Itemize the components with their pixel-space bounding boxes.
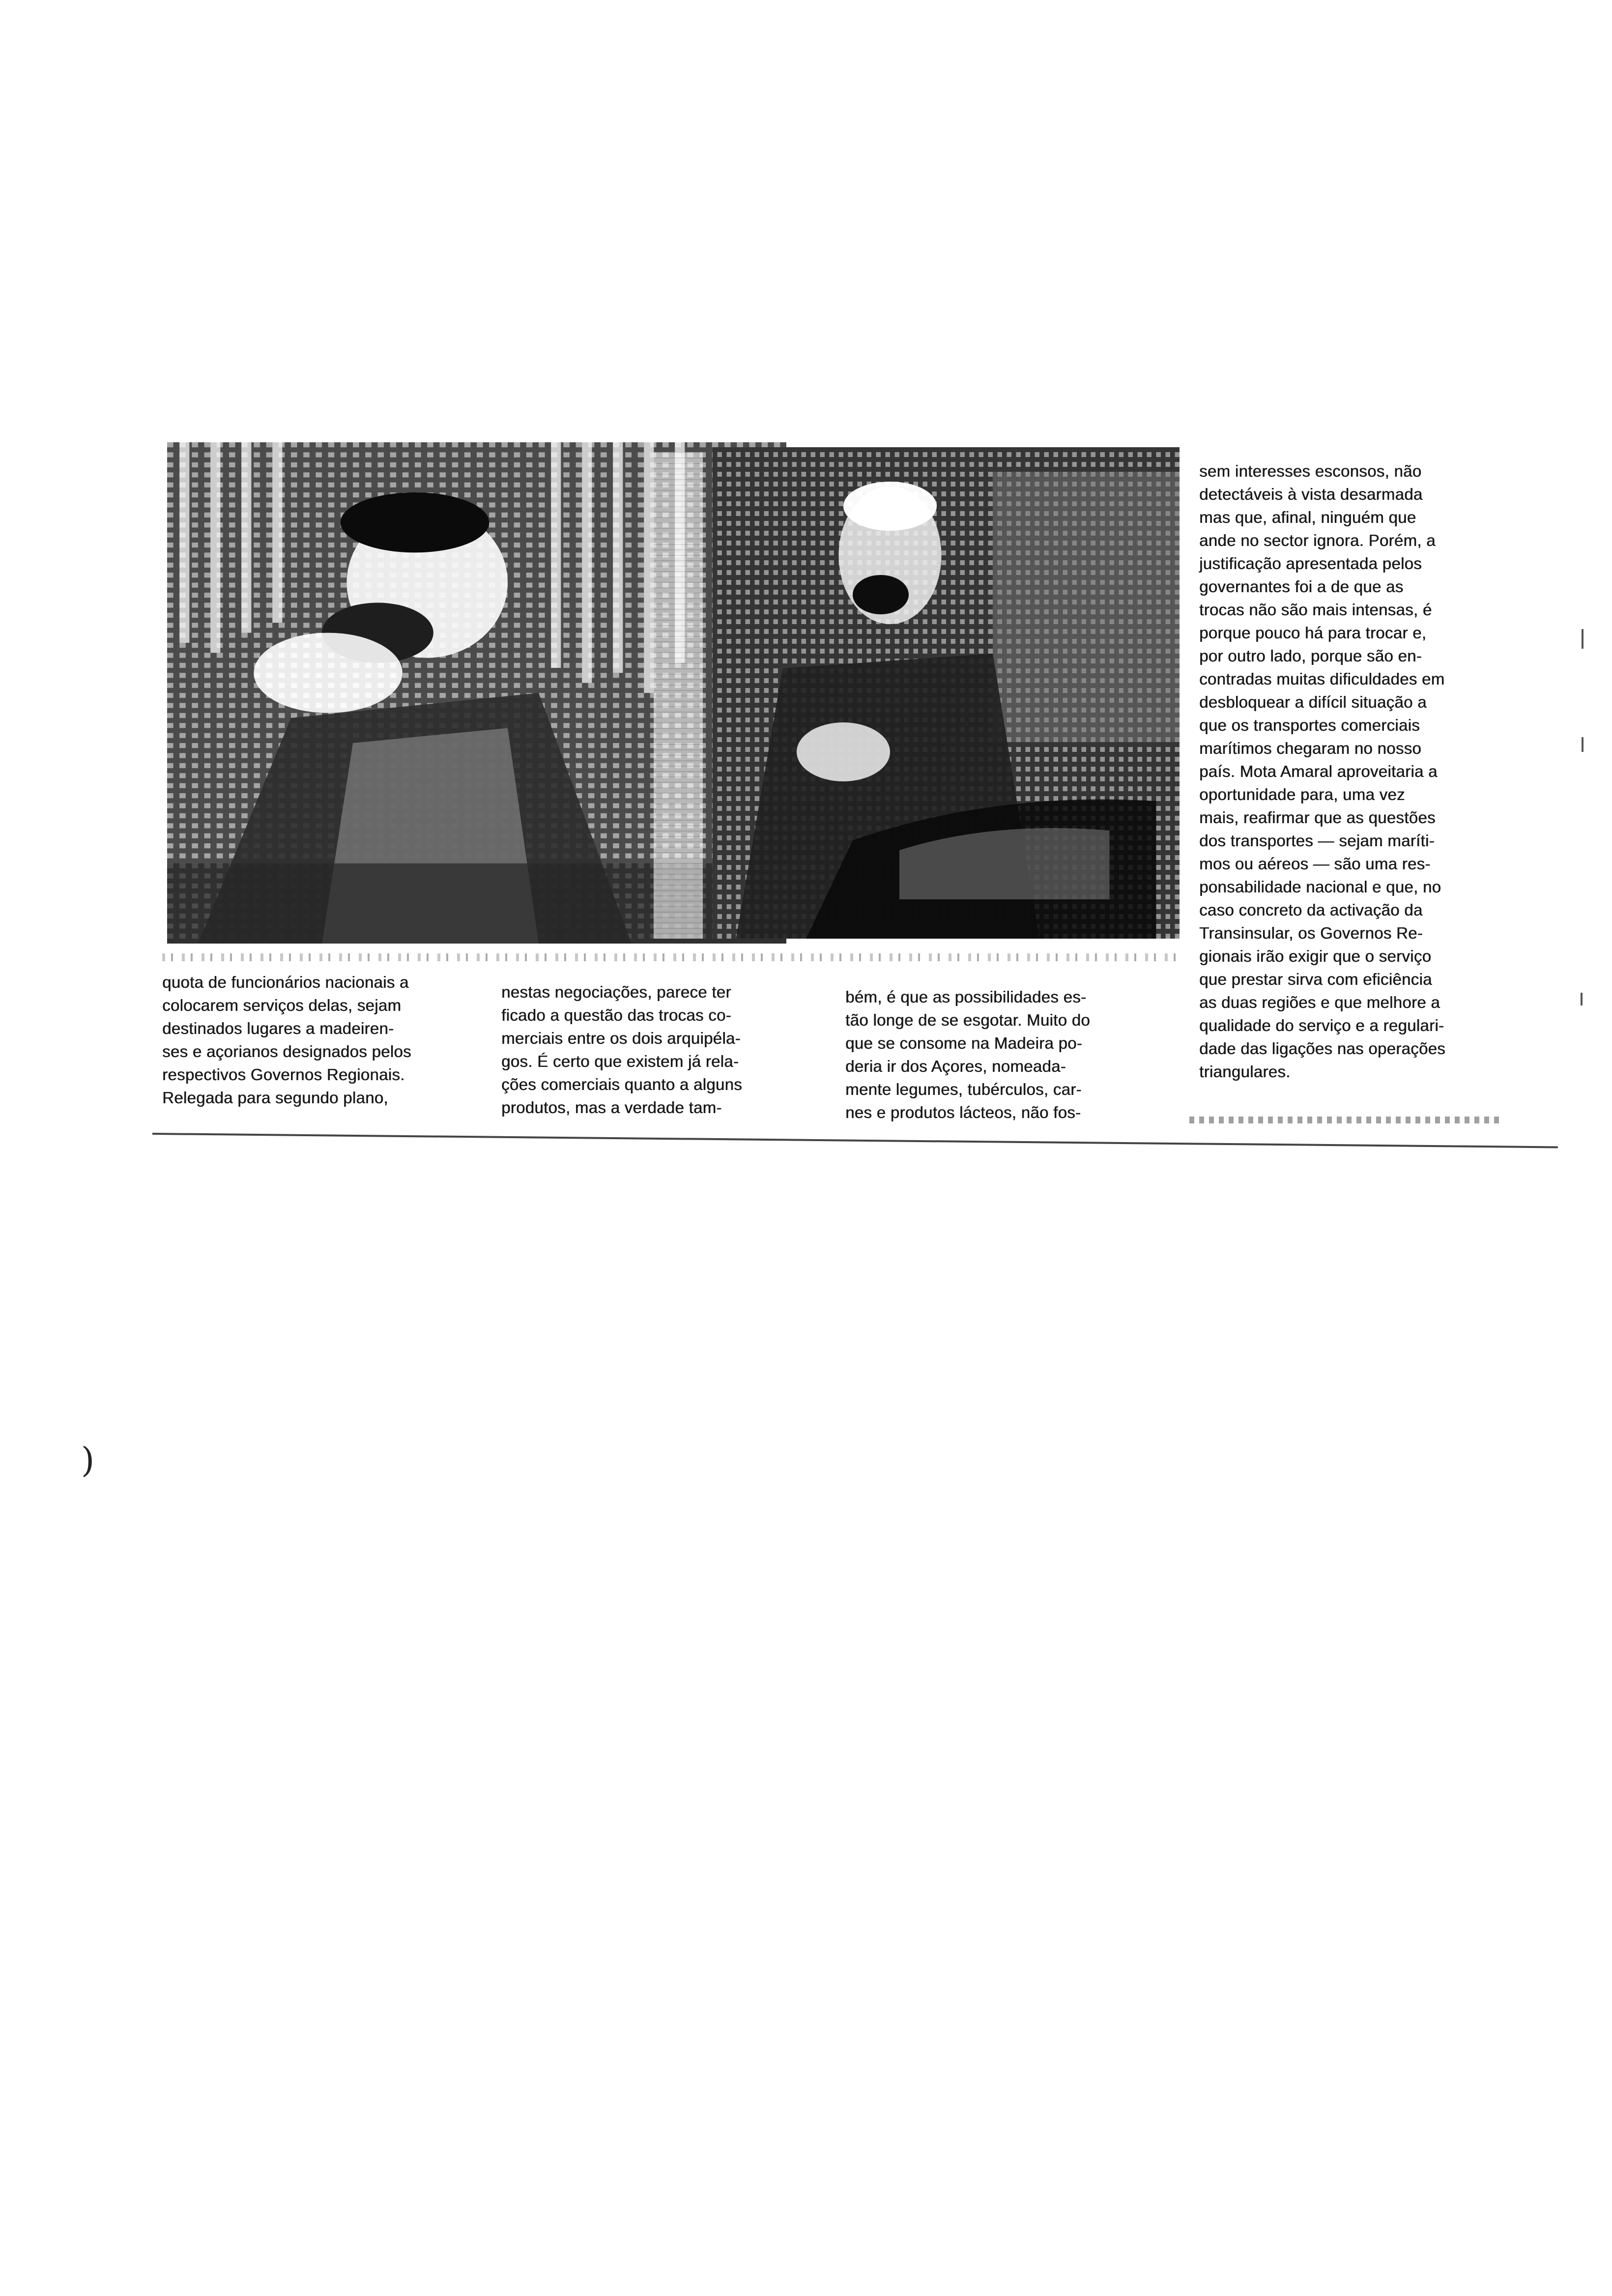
article-column-3 <box>845 985 1160 1124</box>
text-line: oportunidade para, uma vez <box>1199 785 1405 804</box>
text-line: que se consome na Madeira po- <box>845 1034 1082 1052</box>
text-line: trocas não são mais intensas, é <box>1199 601 1432 619</box>
text-line: que os transportes comerciais <box>1199 716 1420 734</box>
text-line: triangulares. <box>1199 1062 1291 1081</box>
article-column-2 <box>501 980 816 1119</box>
caption-scan-noise <box>162 953 1184 961</box>
text-line: sem interesses esconsos, não <box>1199 462 1422 480</box>
article-column-1 <box>162 971 477 1109</box>
text-line: dade das ligações nas operações <box>1199 1039 1445 1058</box>
text-line: as duas regiões e que melhore a <box>1199 993 1440 1011</box>
text-line: porque pouco há para trocar e, <box>1199 624 1427 642</box>
text-line: mente legumes, tubérculos, car- <box>845 1080 1082 1098</box>
text-line: colocarem serviços delas, sejam <box>162 996 402 1014</box>
margin-tick-mark <box>1581 993 1583 1005</box>
photo-separator-noise <box>654 452 703 939</box>
text-line: tão longe de se esgotar. Muito do <box>845 1011 1090 1029</box>
text-line: mos ou aéreos — são uma res- <box>1199 855 1431 873</box>
newspaper-clipping <box>147 432 1563 1179</box>
text-line: ções comerciais quanto a alguns <box>501 1075 742 1093</box>
text-line: detectáveis à vista desarmada <box>1199 485 1423 503</box>
text-line: deria ir dos Açores, nomeada- <box>845 1057 1066 1075</box>
text-line: merciais entre os dois arquipéla- <box>501 1029 741 1047</box>
text-line: Relegada para segundo plano, <box>162 1089 388 1107</box>
text-line: respectivos Governos Regionais. <box>162 1065 405 1084</box>
text-line: ses e açorianos designados pelos <box>162 1042 411 1061</box>
text-line: marítimos chegaram no nosso <box>1199 739 1421 757</box>
text-line: qualidade do serviço e a regulari- <box>1199 1016 1444 1034</box>
text-line: mais, reafirmar que as questões <box>1199 808 1436 827</box>
bottom-rule <box>152 1133 1558 1148</box>
text-line: país. Mota Amaral aproveitaria a <box>1199 762 1438 780</box>
text-line: contradas muitas dificuldades em <box>1199 670 1445 688</box>
text-line: bém, é que as possibilidades es- <box>845 988 1087 1006</box>
text-line: governantes foi a de que as <box>1199 577 1404 596</box>
margin-tick-mark <box>1582 737 1583 752</box>
halftone-photo-right <box>713 447 1180 939</box>
text-line: quota de funcionários nacionais a <box>162 973 409 991</box>
stray-bracket-mark: ) <box>81 1440 95 1480</box>
text-line: Transinsular, os Governos Re- <box>1199 924 1423 942</box>
text-line: nes e produtos lácteos, não fos- <box>845 1103 1081 1121</box>
text-line: que prestar sirva com eficiência <box>1199 970 1432 988</box>
photo-man-seated <box>713 447 1180 939</box>
text-line: ponsabilidade nacional e que, no <box>1199 878 1441 896</box>
text-line: nestas negociações, parece ter <box>501 983 731 1001</box>
text-line: gionais irão exigir que o serviço <box>1199 947 1432 965</box>
footer-scan-noise <box>1189 1117 1504 1123</box>
text-line: ficado a questão das trocas co- <box>501 1006 731 1024</box>
text-line: destinados lugares a madeiren- <box>162 1019 394 1037</box>
text-line: ande no sector ignora. Porém, a <box>1199 531 1436 549</box>
text-line: produtos, mas a verdade tam- <box>501 1098 722 1117</box>
text-line: mas que, afinal, ninguém que <box>1199 508 1416 526</box>
text-line: dos transportes — sejam maríti- <box>1199 832 1435 850</box>
article-column-right <box>1199 459 1543 1083</box>
text-line: caso concreto da activação da <box>1199 901 1423 919</box>
text-line: desbloquear a difícil situação a <box>1199 693 1427 711</box>
text-line: por outro lado, porque são en- <box>1199 647 1422 665</box>
text-line: justificação apresentada pelos <box>1199 554 1422 573</box>
margin-tick-mark <box>1582 629 1583 649</box>
text-line: gos. É certo que existem já rela- <box>501 1052 739 1070</box>
